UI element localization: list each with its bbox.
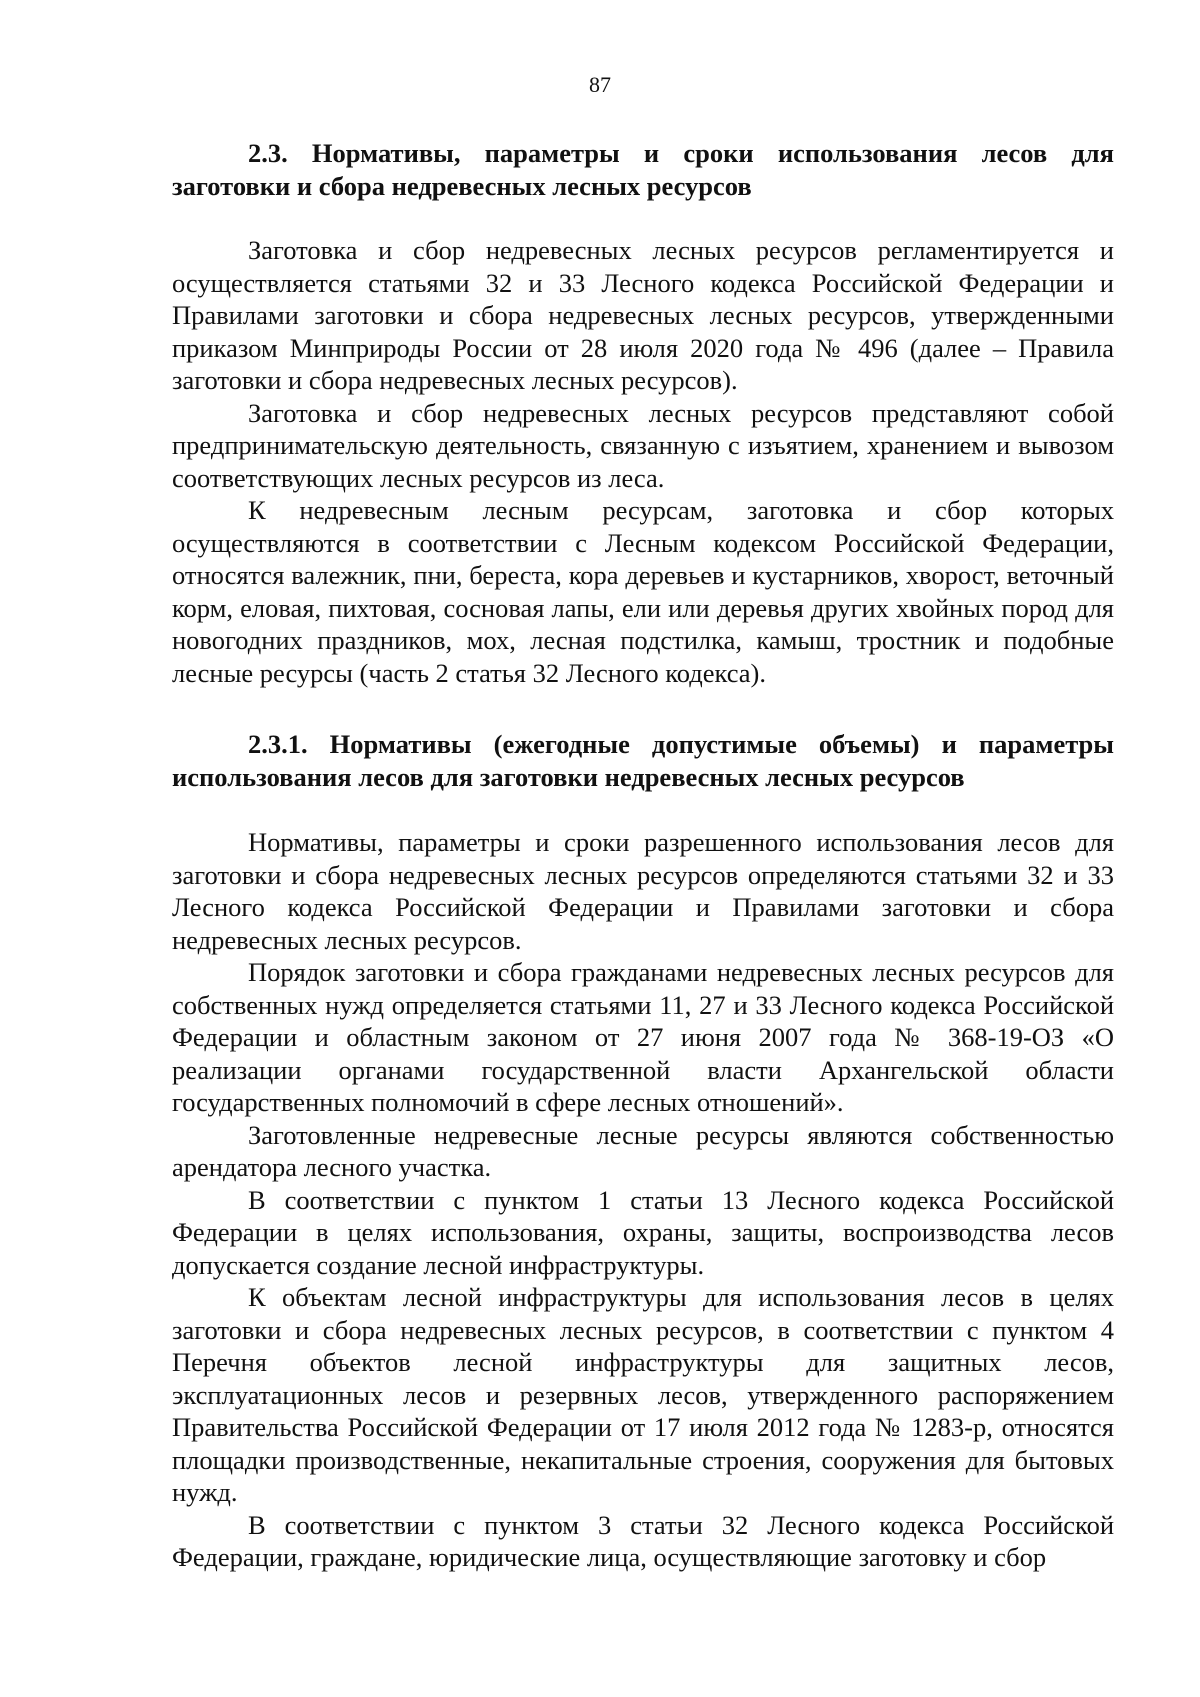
paragraph: В соответствии с пунктом 3 статьи 32 Лесного кодекса Российской Федерации, граждане, юридические лица, осуществляющие заготовку и сбор <box>172 1509 1114 1572</box>
paragraph: К объектам лесной инфраструктуры для использования лесов в целях заготовки и сбора недревесных лесных ресурсов, в соответствии с пунктом 4 Перечня объектов лесной инфраструктуры для защитных лесов, эксплуатационных лесов и резервных лесов, утвержденного распоряжением Правительства Российской Федерации от 17 июля 2012 года № 1283-р, относятся площадки производственные, некапитальные строения, сооружения для бытовых нужд. <box>172 1282 1114 1507</box>
paragraph: Порядок заготовки и сбора гражданами недревесных лесных ресурсов для собственных нужд определяется статьями 11, 27 и 33 Лесного кодекса Российской Федерации и областным законом от 27 июня 2007 года № 368-19-ОЗ «О реализации органами государственной власти Архангельской области государственных полномочий в сфере лесных отношений». <box>172 957 1114 1117</box>
paragraph: В соответствии с пунктом 1 статьи 13 Лесного кодекса Российской Федерации в целях использования, охраны, защиты, воспроизводства лесов допускается создание лесной инфраструктуры. <box>172 1184 1114 1280</box>
page-number: 87 <box>589 72 611 97</box>
paragraph: Нормативы, параметры и сроки разрешенного использования лесов для заготовки и сбора недревесных лесных ресурсов определяются статьями 32 и 33 Лесного кодекса Российской Федерации и Правилами заготовки и сбора недревесных лесных ресурсов. <box>172 827 1114 955</box>
section-heading-2-3: 2.3. Нормативы, параметры и сроки использования лесов для заготовки и сбора недревесных лесных ресурсов <box>172 138 1114 201</box>
paragraph: К недревесным лесным ресурсам, заготовка и сбор которых осуществляются в соответствии с Лесным кодексом Российской Федерации, относятся валежник, пни, береста, кора деревьев и кустарников, хворост, веточный корм, еловая, пихтовая, сосновая лапы, ели или деревья других хвойных пород для новогодних праздников, мох, лесная подстилка, камыш, тростник и подобные лесные ресурсы (часть 2 статья 32 Лесного кодекса). <box>172 495 1114 688</box>
paragraph: Заготовка и сбор недревесных лесных ресурсов регламентируется и осуществляется статьями 32 и 33 Лесного кодекса Российской Федерации и Правилами заготовки и сбора недревесных лесных ресурсов, утвержденными приказом Минприроды России от 28 июля 2020 года № 496 (далее – Правила заготовки и сбора недревесных лесных ресурсов). <box>172 235 1114 395</box>
paragraph: Заготовленные недревесные лесные ресурсы являются собственностью арендатора лесного участка. <box>172 1119 1114 1182</box>
section-heading-2-3-1: 2.3.1. Нормативы (ежегодные допустимые объемы) и параметры использования лесов для заготовки недревесных лесных ресурсов <box>172 729 1114 792</box>
paragraph: Заготовка и сбор недревесных лесных ресурсов представляют собой предпринимательскую деятельность, связанную с изъятием, хранением и вывозом соответствующих лесных ресурсов из леса. <box>172 397 1114 493</box>
document-body <box>172 137 1114 1574</box>
